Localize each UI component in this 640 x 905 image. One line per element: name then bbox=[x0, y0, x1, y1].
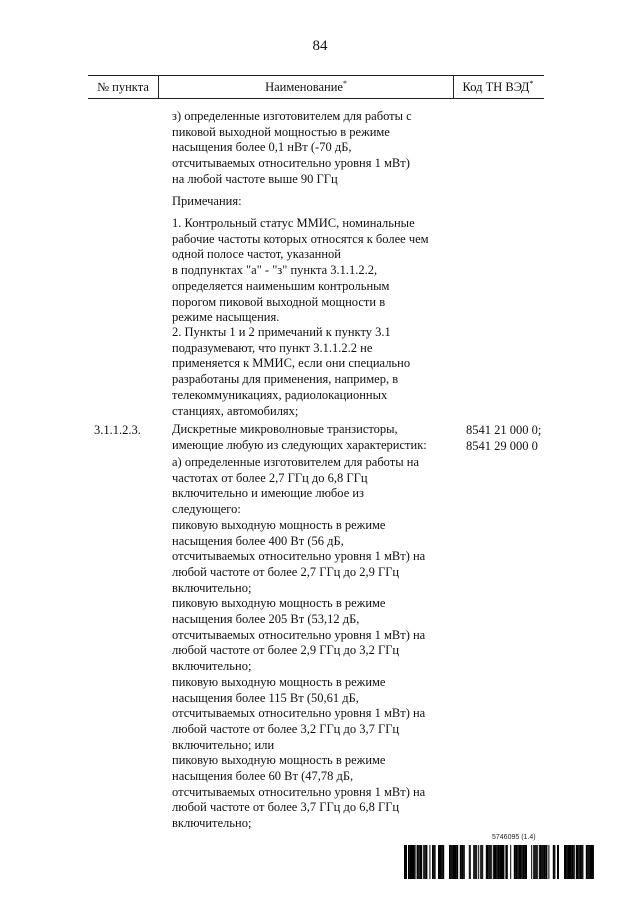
text-line: включительно и имеющие любое из bbox=[172, 486, 364, 501]
text-line: применяется к ММИС, если они специально bbox=[172, 356, 411, 371]
text-line: следующего: bbox=[172, 502, 241, 517]
text-line: отсчитываемых относительно уровня 1 мВт) на bbox=[172, 784, 426, 799]
text-line: имеющие любую из следующих характеристик: bbox=[172, 437, 427, 452]
text-line: насыщения более 400 Вт (56 дБ, bbox=[172, 533, 344, 548]
item-codes bbox=[466, 422, 550, 454]
text-line: з) определенные изготовителем для работы с bbox=[172, 109, 412, 123]
text-line: включительно; или bbox=[172, 737, 275, 752]
paragraph-note-2 bbox=[172, 325, 457, 419]
text-line: включительно; bbox=[172, 580, 252, 595]
text-line: насыщения более 0,1 нВт (-70 дБ, bbox=[172, 140, 352, 155]
paragraph-subitem-a bbox=[172, 455, 457, 832]
text-line: на любой частоте выше 90 ГГц bbox=[172, 171, 338, 186]
text-line: Дискретные микроволновые транзисторы, bbox=[172, 422, 398, 436]
text-line: отсчитываемых относительно уровня 1 мВт) bbox=[172, 156, 410, 171]
item-code: 8541 21 000 0; bbox=[466, 423, 542, 437]
header-code-column: Код ТН ВЭД* bbox=[462, 78, 534, 94]
text-line: любой частоте от более 2,7 ГГц до 2,9 ГГц bbox=[172, 564, 400, 579]
text-line: разработаны для применения, например, в bbox=[172, 372, 399, 387]
paragraph-subitem-z bbox=[172, 109, 457, 188]
text-line: а) определенные изготовителем для работы на bbox=[172, 455, 419, 469]
text-line: пиковой выходной мощностью в режиме bbox=[172, 124, 390, 139]
text-line: насыщения более 60 Вт (47,78 дБ, bbox=[172, 769, 354, 784]
text-line: отсчитываемых относительно уровня 1 мВт) на bbox=[172, 706, 426, 721]
text-line: 2. Пункты 1 и 2 примечаний к пункту 3.1 bbox=[172, 325, 391, 339]
item-code: 8541 29 000 0 bbox=[466, 439, 538, 453]
barcode-image bbox=[404, 845, 594, 879]
text-line: отсчитываемых относительно уровня 1 мВт) на bbox=[172, 549, 426, 564]
text-line: режиме насыщения. bbox=[172, 310, 280, 325]
text-line: пиковую выходную мощность в режиме bbox=[172, 517, 386, 532]
header-number-column: № пункта bbox=[97, 80, 149, 94]
text-line: станциях, автомобилях; bbox=[172, 403, 299, 418]
text-line: любой частоте от более 3,7 ГГц до 6,8 ГГц bbox=[172, 800, 400, 815]
text-line: телекоммуникациях, радиолокационных bbox=[172, 387, 388, 402]
header-name-asterisk: * bbox=[342, 78, 347, 88]
text-line: любой частоте от более 2,9 ГГц до 3,2 ГГц bbox=[172, 643, 400, 658]
text-line: пиковую выходную мощность в режиме bbox=[172, 596, 386, 611]
text-line: насыщения более 115 Вт (50,61 дБ, bbox=[172, 690, 359, 705]
header-name-column: Наименование* bbox=[158, 76, 454, 98]
text-line: пиковую выходную мощность в режиме bbox=[172, 674, 386, 689]
text-line: 1. Контрольный статус ММИС, номинальные bbox=[172, 216, 415, 230]
page-number: 84 bbox=[312, 38, 328, 54]
text-line: порогом пиковой выходной мощности в bbox=[172, 294, 386, 309]
text-line: рабочие частоты которых относятся к более чем bbox=[172, 231, 429, 246]
paragraph-note-1 bbox=[172, 216, 457, 326]
table-header bbox=[88, 75, 544, 99]
text-line: частотах от более 2,7 ГГц до 6,8 ГГц bbox=[172, 470, 368, 485]
paragraph-notes-heading bbox=[172, 194, 457, 210]
text-line: одной полосе частот, указанной bbox=[172, 247, 341, 262]
header-code-asterisk: * bbox=[529, 78, 534, 88]
text-line: включительно; bbox=[172, 659, 252, 674]
text-line: определяется наименьшим контрольным bbox=[172, 278, 390, 293]
text-line: подразумевают, что пункт 3.1.1.2.2 не bbox=[172, 340, 373, 355]
text-line: насыщения более 205 Вт (53,12 дБ, bbox=[172, 612, 360, 627]
text-line: любой частоте от более 3,2 ГГц до 3,7 ГГц bbox=[172, 721, 400, 736]
document-stamp: 5746095 (1.4) bbox=[492, 834, 536, 841]
text-line: в подпунктах "а" - "з" пункта 3.1.1.2.2, bbox=[172, 263, 378, 278]
item-number: 3.1.1.2.3. bbox=[94, 423, 141, 437]
text-line: отсчитываемых относительно уровня 1 мВт) на bbox=[172, 627, 426, 642]
paragraph-item-title bbox=[172, 422, 457, 453]
text-line: включительно; bbox=[172, 816, 252, 831]
text-line: пиковую выходную мощность в режиме bbox=[172, 753, 386, 768]
text-line: Примечания: bbox=[172, 194, 242, 208]
